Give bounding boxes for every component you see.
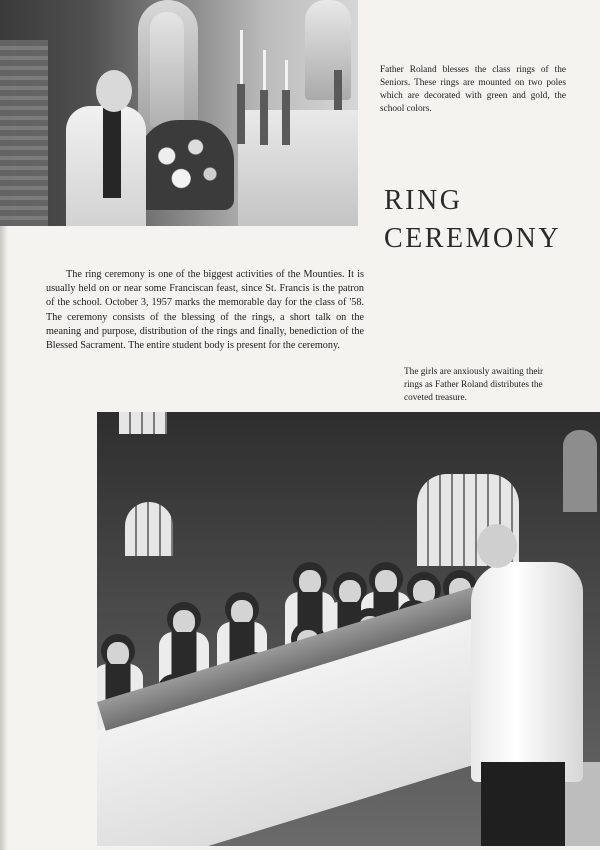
title-line-ring: RING: [384, 185, 463, 216]
page-title: [384, 182, 561, 258]
article-body: The ring ceremony is one of the biggest activities of the Mounties. It is usually held on or near some Franciscan feast, since St. Francis is the patron of the school. October 3, 1957 marks the memorable day for the class of '58. The ceremony consists of the blessing of the rings, a short talk on the meaning and purpose, distribution of the rings and finally, benediction of the Blessed Sacrament. The entire student body is present for the ceremony.: [46, 269, 364, 352]
photo-girls-receiving-rings: [97, 412, 600, 846]
caption-bottom-photo: The girls are anxiously awaiting their rings as Father Roland distributes the coveted treasure.: [404, 367, 544, 403]
caption-top-photo: Father Roland blesses the class rings of the Seniors. These rings are mounted on two poles which are decorated with green and gold, the school colors.: [380, 65, 566, 114]
photo-priest-blessing-rings: [0, 0, 358, 226]
title-line-ceremony: CEREMONY: [384, 223, 562, 254]
